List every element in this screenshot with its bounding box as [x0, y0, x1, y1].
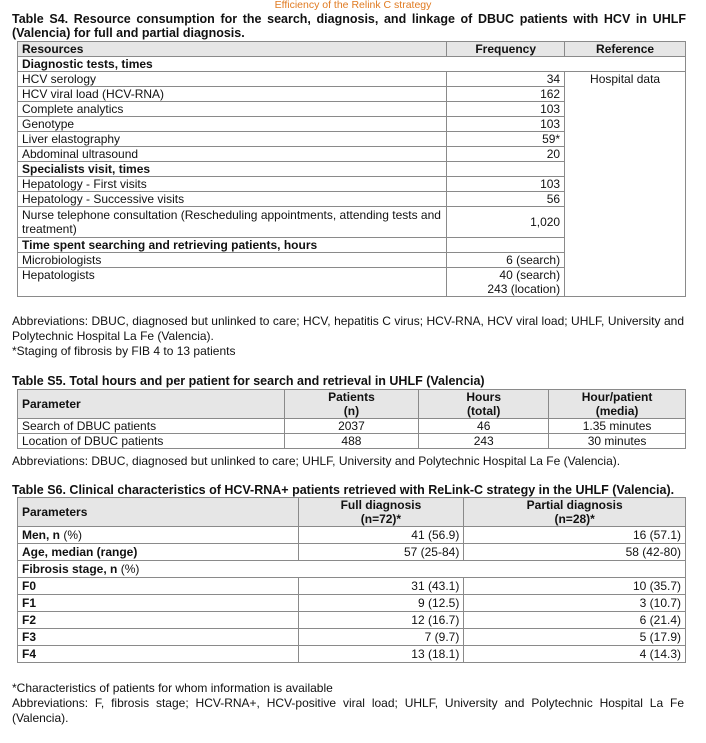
full-diagnosis-cell: 12 (16.7)	[298, 612, 464, 629]
resource-cell: Nurse telephone consultation (Rescheduling appointments, attending tests and treatment)	[18, 207, 447, 238]
resource-cell: Microbiologists	[18, 253, 447, 268]
table-row	[18, 72, 686, 87]
table-s6-caption: Table S6. Clinical characteristics of HCV-RNA+ patients retrieved with ReLink-C strategy in the UHLF (Valencia).	[12, 483, 675, 497]
full-diagnosis-cell: 57 (25-84)	[298, 544, 464, 561]
frequency-cell: 162	[447, 87, 565, 102]
section-unit: (%)	[117, 562, 140, 576]
reference-cell: Hospital data	[565, 72, 686, 297]
parameter-cell	[18, 544, 299, 561]
frequency-cell: 103	[447, 117, 565, 132]
partial-diagnosis-cell: 6 (21.4)	[464, 612, 686, 629]
table-row	[18, 434, 686, 449]
table-s4-caption: Table S4. Resource consumption for the search, diagnosis, and linkage of DBUC patients with HCV in UHLF (Valencia) for full and partial diagnosis.	[12, 12, 686, 40]
table-s5-header-row	[18, 390, 686, 419]
stage-cell: F4	[18, 646, 299, 663]
partial-diagnosis-cell: 10 (35.7)	[464, 578, 686, 595]
parameter-cell	[18, 527, 299, 544]
frequency-cell: 1,020	[447, 207, 565, 238]
hour-patient-cell: 30 minutes	[549, 434, 686, 449]
table-row	[18, 595, 686, 612]
section-title: Diagnostic tests, times	[18, 57, 686, 72]
full-diagnosis-cell: 31 (43.1)	[298, 578, 464, 595]
hour-patient-cell: 1.35 minutes	[549, 419, 686, 434]
section-title: Specialists visit, times	[18, 162, 447, 177]
parameter-label: Men, n	[22, 528, 60, 542]
resource-cell: Genotype	[18, 117, 447, 132]
running-head: Efficiency of the Relink C strategy	[274, 0, 432, 11]
col-header-parameter: Parameter	[18, 390, 285, 419]
header-line: (total)	[467, 404, 501, 418]
partial-diagnosis-cell: 4 (14.3)	[464, 646, 686, 663]
full-diagnosis-cell: 13 (18.1)	[298, 646, 464, 663]
resource-cell: Hepatologists	[18, 268, 447, 297]
full-diagnosis-cell: 41 (56.9)	[298, 527, 464, 544]
stage-cell: F3	[18, 629, 299, 646]
table-s6	[17, 497, 686, 663]
frequency-cell: 6 (search)	[447, 253, 565, 268]
col-header-hour-patient	[549, 390, 686, 419]
table-row	[18, 419, 686, 434]
col-header-patients	[284, 390, 419, 419]
frequency-cell: 59*	[447, 132, 565, 147]
frequency-cell: 103	[447, 102, 565, 117]
frequency-cell: 34	[447, 72, 565, 87]
resource-cell: HCV viral load (HCV-RNA)	[18, 87, 447, 102]
table-row	[18, 527, 686, 544]
section-title	[18, 561, 686, 578]
table-row	[18, 544, 686, 561]
resource-cell: HCV serology	[18, 72, 447, 87]
parameter-label: Age, median (range)	[22, 545, 138, 559]
patients-cell: 488	[284, 434, 419, 449]
frequency-search: 40 (search)	[499, 268, 561, 282]
table-s6-footnote: *Characteristics of patients for whom information is available	[12, 681, 333, 695]
resource-cell: Hepatology - Successive visits	[18, 192, 447, 207]
resource-cell: Liver elastography	[18, 132, 447, 147]
header-line: Partial diagnosis	[526, 498, 623, 512]
header-line: Hour/patient	[581, 390, 653, 404]
col-header-parameters: Parameters	[18, 498, 299, 527]
partial-diagnosis-cell: 5 (17.9)	[464, 629, 686, 646]
col-header-frequency: Frequency	[447, 42, 565, 57]
hours-cell: 243	[419, 434, 549, 449]
header-line: Hours	[466, 390, 502, 404]
section-row	[18, 57, 686, 72]
table-s6-header-row	[18, 498, 686, 527]
table-s4-header-row	[18, 42, 686, 57]
header-line: Patients	[328, 390, 375, 404]
frequency-cell: 56	[447, 192, 565, 207]
resource-cell: Abdominal ultrasound	[18, 147, 447, 162]
col-header-reference: Reference	[565, 42, 686, 57]
empty-cell	[447, 238, 565, 253]
resource-cell: Hepatology - First visits	[18, 177, 447, 192]
col-header-partial-diagnosis	[464, 498, 686, 527]
col-header-full-diagnosis	[298, 498, 464, 527]
header-line: Full diagnosis	[340, 498, 422, 512]
col-header-resources: Resources	[18, 42, 447, 57]
col-header-hours	[419, 390, 549, 419]
partial-diagnosis-cell: 3 (10.7)	[464, 595, 686, 612]
resource-cell: Complete analytics	[18, 102, 447, 117]
header-line: (n=28)*	[554, 512, 595, 526]
table-row	[18, 646, 686, 663]
header-line: (media)	[595, 404, 639, 418]
table-s5-caption: Table S5. Total hours and per patient for search and retrieval in UHLF (Valencia)	[12, 374, 485, 388]
table-row	[18, 629, 686, 646]
patients-cell: 2037	[284, 419, 419, 434]
hours-cell: 46	[419, 419, 549, 434]
table-s4	[17, 41, 686, 297]
full-diagnosis-cell: 9 (12.5)	[298, 595, 464, 612]
stage-cell: F2	[18, 612, 299, 629]
section-label: Fibrosis stage, n	[22, 562, 118, 576]
header-line: (n)	[343, 404, 360, 418]
stage-cell: F1	[18, 595, 299, 612]
table-s6-abbreviations: Abbreviations: F, fibrosis stage; HCV-RNA+, HCV-positive viral load; UHLF, University and Polytechnic Hospital La Fe (Valencia).	[12, 696, 684, 725]
section-row	[18, 561, 686, 578]
frequency-cell: 103	[447, 177, 565, 192]
full-diagnosis-cell: 7 (9.7)	[298, 629, 464, 646]
table-row	[18, 612, 686, 629]
table-s4-footnote: *Staging of fibrosis by FIB 4 to 13 patients	[12, 344, 236, 358]
table-s4-abbreviations: Abbreviations: DBUC, diagnosed but unlinked to care; HCV, hepatitis C virus; HCV-RNA, HCV viral load; UHLF, University and Polytechnic Hospital La Fe (Valencia).	[12, 314, 684, 343]
stage-cell: F0	[18, 578, 299, 595]
frequency-cell	[447, 268, 565, 297]
parameter-unit: (%)	[60, 528, 82, 542]
table-s5-abbreviations: Abbreviations: DBUC, diagnosed but unlinked to care; UHLF, University and Polytechnic Hospital La Fe (Valencia).	[12, 454, 621, 468]
partial-diagnosis-cell: 58 (42-80)	[464, 544, 686, 561]
frequency-location: 243 (location)	[487, 282, 561, 296]
table-row	[18, 578, 686, 595]
empty-cell	[447, 162, 565, 177]
parameter-cell: Search of DBUC patients	[18, 419, 285, 434]
parameter-cell: Location of DBUC patients	[18, 434, 285, 449]
header-line: (n=72)*	[360, 512, 402, 526]
section-title: Time spent searching and retrieving patients, hours	[18, 238, 447, 253]
table-s5	[17, 389, 686, 449]
frequency-cell: 20	[447, 147, 565, 162]
partial-diagnosis-cell: 16 (57.1)	[464, 527, 686, 544]
